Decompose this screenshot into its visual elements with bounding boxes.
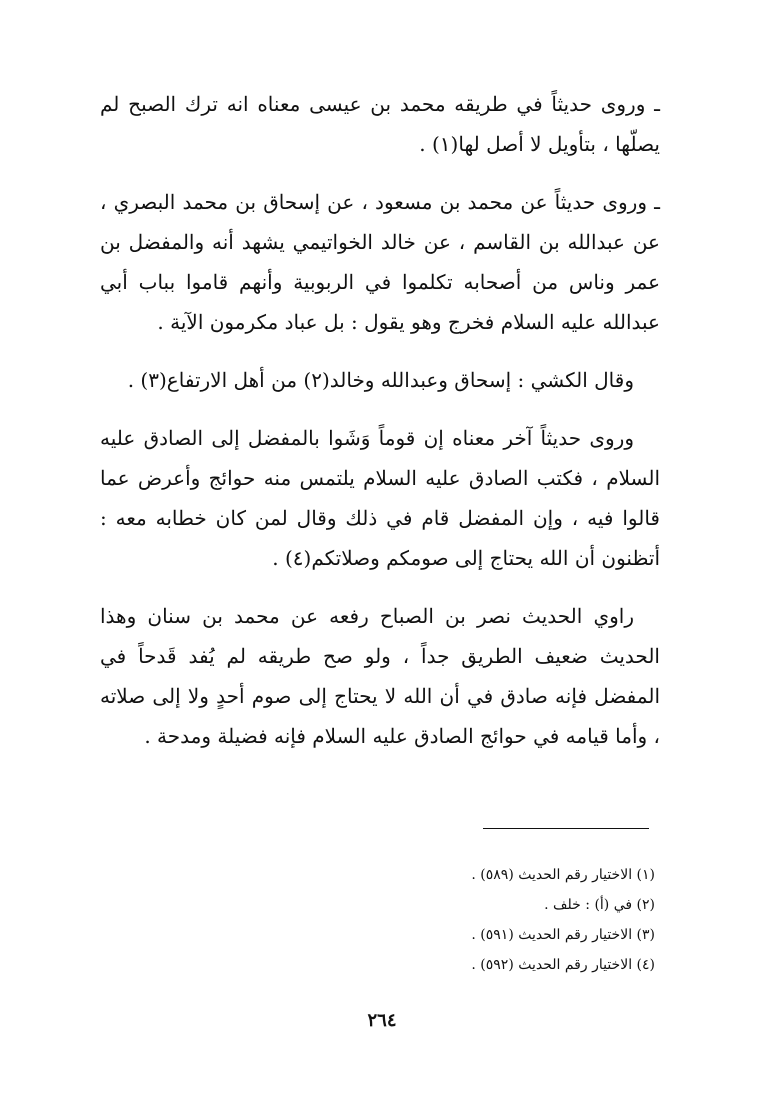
footnote-separator — [483, 828, 649, 829]
footnote-4: (٤) الاختيار رقم الحديث (٥٩٢) . — [471, 957, 655, 973]
paragraph-5: راوي الحديث نصر بن الصباح رفعه عن محمد بن سنان وهذا الحديث ضعيف الطريق جداً ، ولو صح طريقه لم يُفد قَدحاً في المفضل فإنه صادق في أن الله لا يحتاج إلى صوم أحدٍ ولا إلى صلاته ، وأما قيامه في حوائج الصادق عليه السلام فإنه فضيلة ومدحة . — [100, 604, 660, 748]
page-number: ٢٦٤ — [367, 1010, 397, 1031]
main-text — [100, 84, 660, 774]
footnotes — [300, 860, 655, 980]
footnote-1: (١) الاختيار رقم الحديث (٥٨٩) . — [471, 867, 655, 883]
paragraph-3: وقال الكشي : إسحاق وعبدالله وخالد(٢) من أهل الارتفاع(٣) . — [127, 368, 634, 392]
paragraph-2: ـ وروى حديثاً عن محمد بن مسعود ، عن إسحاق بن محمد البصري ، عن عبدالله بن القاسم ، عن خالد الخواتيمي يشهد أنه والمفضل بن عمر وناس من أصحابه تكلموا في الربوبية وأنهم قاموا بباب أبي عبدالله عليه السلام فخرج وهو يقول : بل عباد مكرمون الآية . — [100, 190, 660, 334]
paragraph-1: ـ وروى حديثاً في طريقه محمد بن عيسى معناه انه ترك الصبح لم يصلّها ، بتأويل لا أصل لها(١) . — [100, 92, 660, 156]
paragraph-4: وروى حديثاً آخر معناه إن قوماً وَشَوا بالمفضل إلى الصادق عليه السلام ، فكتب الصادق عليه السلام يلتمس منه حوائج وأعرض عما قالوا فيه ، وإن المفضل قام في ذلك وقال لمن كان خطابه معه : أتظنون أن الله يحتاج إلى صومكم وصلاتكم(٤) . — [100, 426, 660, 570]
footnote-3: (٣) الاختيار رقم الحديث (٥٩١) . — [471, 927, 655, 943]
footnote-2: (٢) في (أ) : خلف . — [544, 897, 655, 913]
